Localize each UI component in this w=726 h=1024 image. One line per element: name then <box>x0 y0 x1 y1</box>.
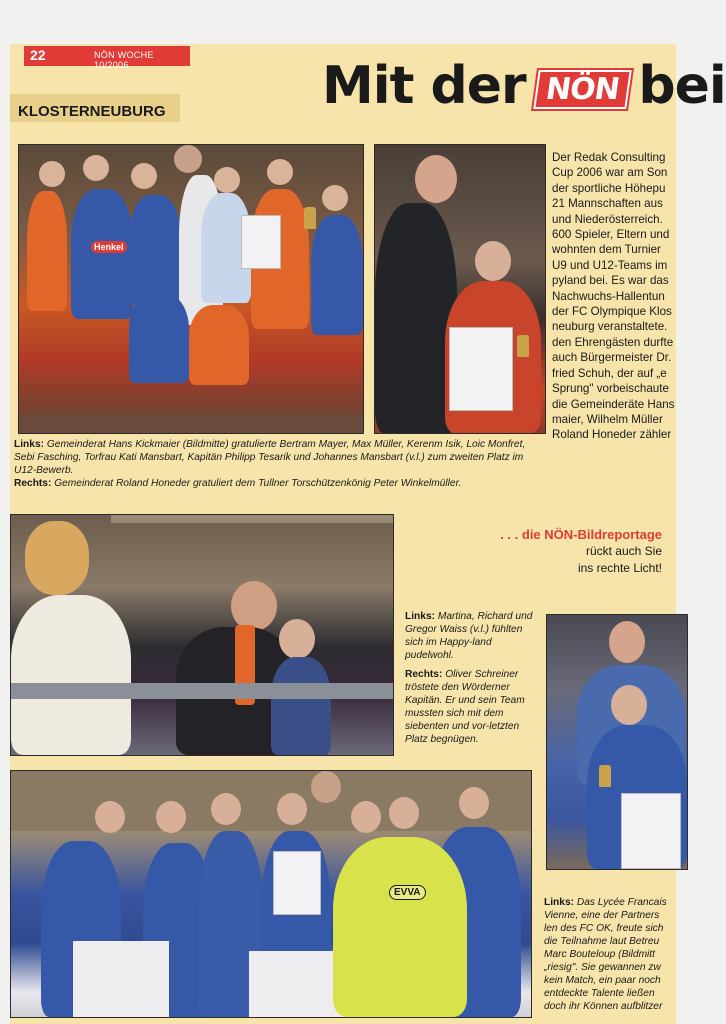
caption-line: len des FC OK, freute sich <box>544 923 664 934</box>
article-line: den Ehrengästen durfte <box>552 335 674 349</box>
noen-logo-badge: NÖN <box>533 70 631 109</box>
caption-bottom <box>544 896 684 1013</box>
article-line: der sportliche Höhepu <box>552 181 666 195</box>
caption-text: Martina, Richard und Gregor Waiss (v.l.) fühlten sich im Happy-land pudelwohl. <box>405 611 533 661</box>
article-line: neuburg veranstaltete. <box>552 320 668 334</box>
photo-coach-and-captain <box>546 614 688 870</box>
headline-text-2: bei <box>638 56 726 116</box>
article-line: Roland Honeder zähler <box>552 428 672 442</box>
newspaper-page <box>10 44 726 1024</box>
caption-label: Links: <box>14 439 45 450</box>
page-number-bar <box>24 46 190 70</box>
article-line: 21 Mannschaften aus <box>552 197 663 211</box>
caption-line: „riesig". Sie gewannen zw <box>544 962 661 973</box>
article-line: die Gemeinderäte Hans <box>552 397 675 411</box>
caption-label: Rechts: <box>14 478 52 489</box>
promo-headline: . . . die NÖN-Bildreportage <box>500 527 662 542</box>
promo-box <box>430 526 662 577</box>
jersey-sponsor-text: Henkel <box>91 241 127 253</box>
caption-text: Gemeinderat Hans Kickmaier (Bildmitte) gratulierte Bertram Mayer, Max Müller, Kerenm Isik, Loic Monfret, Sebi Fasching, Torfrau Kati Mansbart, Kapitän Philipp Tesarik und Johannes Mansbart (v.l.) zum zweiten Platz im U12-Bewerb. <box>14 439 526 476</box>
photo-team-u12 <box>18 144 364 434</box>
article-line: fried Schuh, der auf „e <box>552 366 667 380</box>
article-line: Nachwuchs-Hallentun <box>552 289 665 303</box>
caption-line: Vienne, eine der Partners <box>544 910 660 921</box>
article-line: U9 und U12-Teams im <box>552 258 668 272</box>
photo-waiss-family <box>10 514 394 756</box>
caption-line: entdeckte Talente ließen <box>544 988 655 999</box>
promo-line: rückt auch Sie <box>585 544 662 558</box>
article-line: der FC Olympique Klos <box>552 305 672 319</box>
caption-label: Links: <box>405 611 436 622</box>
caption-middle <box>405 610 539 746</box>
caption-line: Marc Bouteloup (Bildmitt <box>544 949 655 960</box>
promo-line: ins rechte Licht! <box>577 561 662 575</box>
caption-line: Das Lycée Francais <box>576 897 667 908</box>
article-line: Cup 2006 war am Son <box>552 166 668 180</box>
article-line: 600 Spieler, Eltern und <box>552 228 670 242</box>
photo-lycee-team <box>10 770 532 1018</box>
article-line: und Niederösterreich. <box>552 212 663 226</box>
caption-line: kein Match, ein paar noch <box>544 975 661 986</box>
article-line: Sprung" vorbeischaute <box>552 382 669 396</box>
caption-top <box>14 438 542 490</box>
headline-text-1: Mit der <box>322 56 526 116</box>
article-line: Der Redak Consulting <box>552 151 666 164</box>
caption-line: die Teilnahme laut Betreu <box>544 936 660 947</box>
caption-text: Gemeinderat Roland Honeder gratuliert dem Tullner Torschützenkönig Peter Winkelmüller. <box>54 478 462 489</box>
article-body <box>552 150 674 443</box>
headline <box>322 56 726 116</box>
page-number: 22 <box>30 47 46 63</box>
region-label: KLOSTERNEUBURG <box>10 94 180 122</box>
caption-line: doch ihr Können aufblitzer <box>544 1001 663 1012</box>
article-line: auch Bürgermeister Dr. <box>552 351 672 365</box>
caption-label: Links: <box>544 897 575 908</box>
goalie-sponsor-text: EVVA <box>389 885 426 900</box>
article-line: pyland bei. Es war das <box>552 274 669 288</box>
issue-label: NÖN WOCHE 10/2006 <box>94 50 154 70</box>
article-line: wohnten dem Turnier <box>552 243 661 257</box>
article-line: maier, Wilhelm Müller <box>552 412 663 426</box>
caption-label: Rechts: <box>405 669 443 680</box>
caption-text: Oliver Schreiner tröstete den Wörderner Kapitän. Er und sein Team mussten sich mit dem siebenten und vor-letzten Platz begnügen. <box>405 669 525 745</box>
photo-top-scorer <box>374 144 546 434</box>
